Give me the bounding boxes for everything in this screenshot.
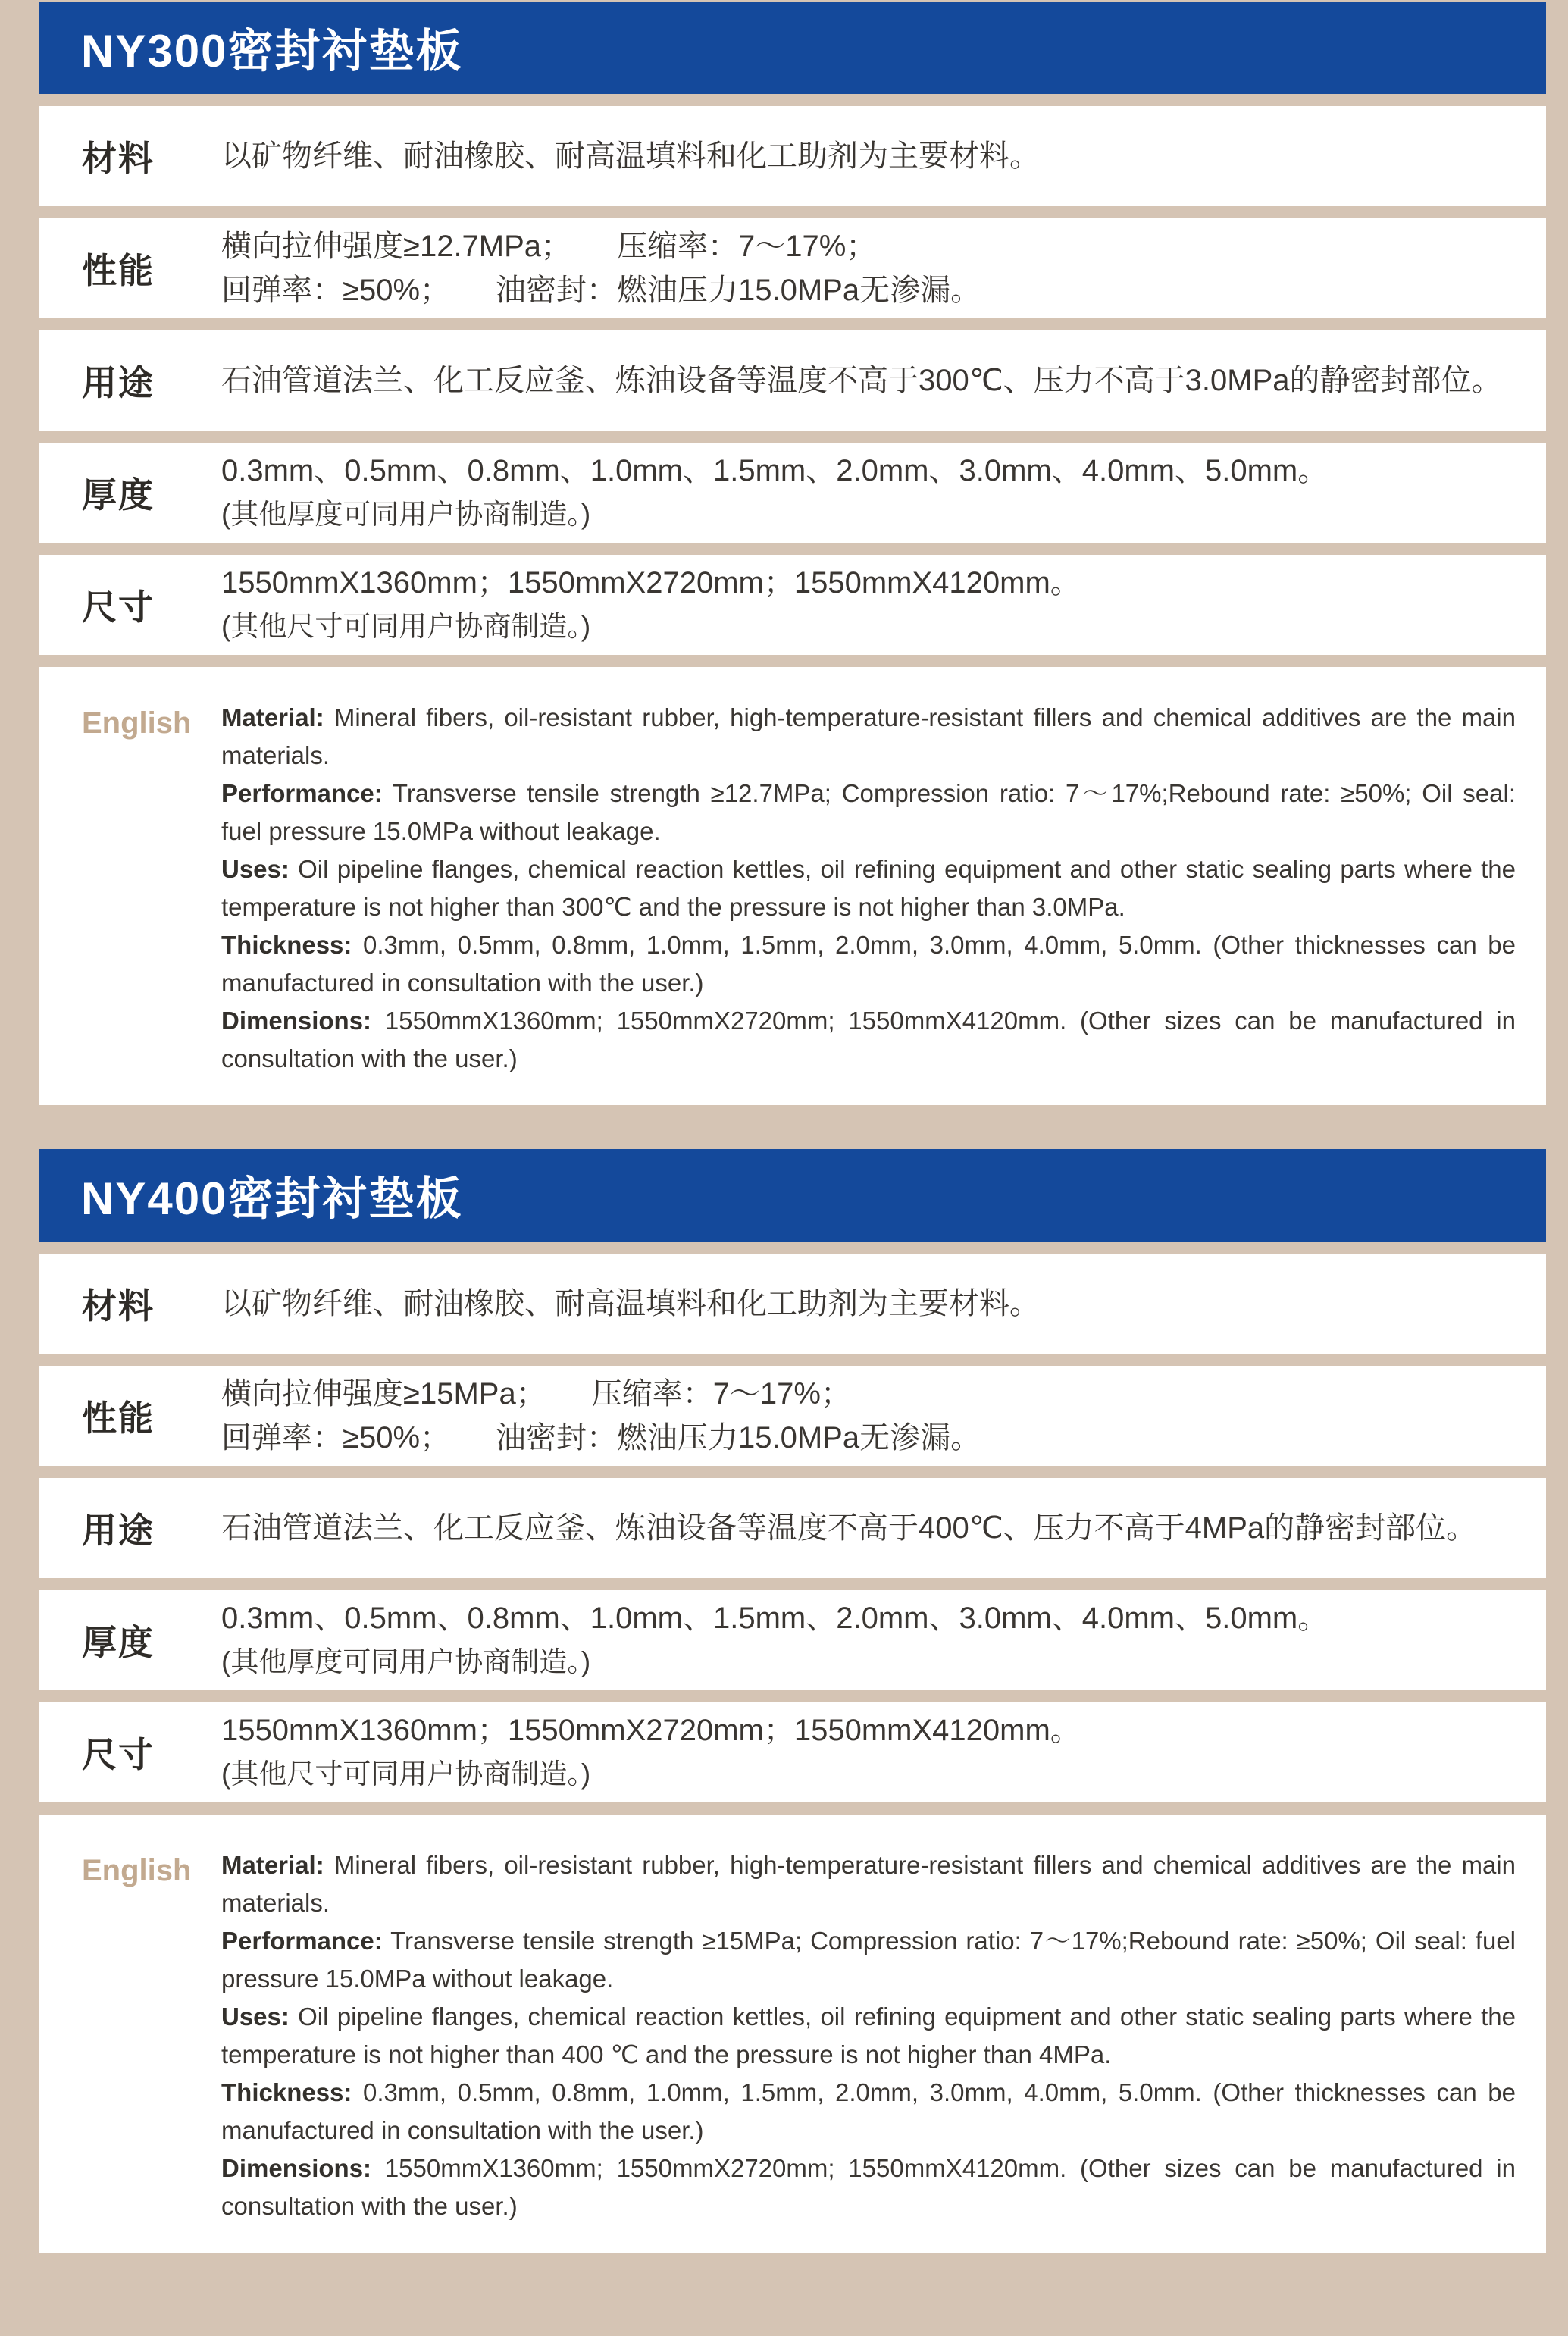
english-paragraph-dimensions (221, 1002, 1516, 1078)
english-desc: 1550mmX1360mm; 1550mmX2720mm; 1550mmX4120mm. (Other sizes can be manufactured in consultation with the user.) (221, 1007, 1516, 1072)
english-term: Material: (221, 703, 324, 731)
row-content-dimensions (221, 1708, 1546, 1796)
spec-row-dimensions (39, 1702, 1546, 1802)
english-block (39, 1815, 1546, 2253)
english-paragraph-uses (221, 1998, 1516, 2074)
row-label-performance: 性能 (82, 251, 155, 290)
english-term: Material: (221, 1851, 324, 1879)
row-line: 1550mmX1360mm；1550mmX2720mm；1550mmX4120mm。 (221, 1714, 1081, 1747)
english-paragraph-thickness (221, 926, 1516, 1002)
spec-row-material (39, 1254, 1546, 1354)
english-label: English (82, 1854, 192, 1887)
section-ny400 (39, 1149, 1546, 2253)
english-paragraph-material (221, 699, 1516, 775)
english-text (221, 699, 1546, 1078)
row-label-performance: 性能 (82, 1398, 155, 1438)
row-label-uses: 用途 (82, 1511, 155, 1550)
english-term: Dimensions: (221, 2154, 372, 2182)
english-block (39, 667, 1546, 1105)
row-content-uses (221, 359, 1546, 402)
row-line: 回弹率：≥50%； 油密封：燃油压力15.0MPa无渗漏。 (221, 274, 981, 307)
row-content-thickness (221, 449, 1546, 537)
row-content-performance (221, 224, 1546, 312)
english-term: Uses: (221, 855, 290, 883)
english-term: Performance: (221, 1927, 383, 1955)
english-desc: Mineral fibers, oil-resistant rubber, high-temperature-resistant fillers and chemical additives are the main materials. (221, 1851, 1516, 1917)
english-paragraph-performance (221, 775, 1516, 850)
english-desc: 1550mmX1360mm; 1550mmX2720mm; 1550mmX4120mm. (Other sizes can be manufactured in consultation with the user.) (221, 2154, 1516, 2220)
spec-row-performance (39, 1366, 1546, 1466)
row-line: 横向拉伸强度≥12.7MPa； 压缩率：7～17%； (221, 230, 877, 263)
english-desc: 0.3mm, 0.5mm, 0.8mm, 1.0mm, 1.5mm, 2.0mm, 3.0mm, 4.0mm, 5.0mm. (Other thicknesses can be manufactured in consultation with the user.) (221, 931, 1516, 997)
row-content-uses (221, 1506, 1546, 1550)
english-paragraph-dimensions (221, 2150, 1516, 2225)
english-desc: 0.3mm, 0.5mm, 0.8mm, 1.0mm, 1.5mm, 2.0mm, 3.0mm, 4.0mm, 5.0mm. (Other thicknesses can be manufactured in consultation with the user.) (221, 2078, 1516, 2144)
row-line-note: (其他尺寸可同用户协商制造。) (221, 1758, 591, 1790)
row-content-thickness (221, 1596, 1546, 1684)
english-term: Performance: (221, 779, 383, 807)
section-title-bar (39, 2, 1546, 94)
row-line: 0.3mm、0.5mm、0.8mm、1.0mm、1.5mm、2.0mm、3.0mm、4.0mm、5.0mm。 (221, 454, 1329, 487)
row-content-performance (221, 1372, 1546, 1460)
row-content-material (221, 134, 1546, 178)
english-text (221, 1846, 1546, 2225)
english-term: Dimensions: (221, 1007, 372, 1035)
row-line: 1550mmX1360mm；1550mmX2720mm；1550mmX4120mm。 (221, 566, 1081, 600)
english-term: Uses: (221, 2003, 290, 2031)
english-desc: Oil pipeline flanges, chemical reaction kettles, oil refining equipment and other static sealing parts where the temperature is not higher than 300℃ and the pressure is not higher than 3.0MPa. (221, 855, 1516, 921)
spec-row-thickness (39, 1590, 1546, 1690)
row-label-material: 材料 (82, 139, 155, 178)
row-line-note: (其他厚度可同用户协商制造。) (221, 1646, 591, 1677)
section-title-bar (39, 1149, 1546, 1242)
row-line: 0.3mm、0.5mm、0.8mm、1.0mm、1.5mm、2.0mm、3.0mm、4.0mm、5.0mm。 (221, 1602, 1329, 1635)
section-title: NY300密封衬垫板 (81, 26, 463, 77)
english-desc: Transverse tensile strength ≥15MPa; Compression ratio: 7～17%;Rebound rate: ≥50%; Oil seal: fuel pressure 15.0MPa without leakage. (221, 1927, 1516, 1993)
row-label-thickness: 厚度 (82, 475, 155, 515)
english-desc: Transverse tensile strength ≥12.7MPa; Compression ratio: 7～17%;Rebound rate: ≥50%; Oil seal: fuel pressure 15.0MPa without leakage. (221, 779, 1516, 845)
row-line: 回弹率：≥50%； 油密封：燃油压力15.0MPa无渗漏。 (221, 1421, 981, 1455)
english-paragraph-thickness (221, 2074, 1516, 2150)
spec-row-uses (39, 330, 1546, 431)
spec-row-material (39, 106, 1546, 206)
row-line: 以矿物纤维、耐油橡胶、耐高温填料和化工助剂为主要材料。 (221, 139, 1040, 173)
row-label-uses: 用途 (82, 363, 155, 402)
english-label: English (82, 706, 192, 740)
english-paragraph-uses (221, 850, 1516, 926)
section-title: NY400密封衬垫板 (81, 1173, 463, 1224)
row-line: 横向拉伸强度≥15MPa； 压缩率：7～17%； (221, 1377, 851, 1411)
section-ny300 (39, 2, 1546, 1105)
english-term: Thickness: (221, 931, 352, 959)
row-line-note: (其他厚度可同用户协商制造。) (221, 499, 591, 530)
row-label-dimensions: 尺寸 (82, 587, 155, 627)
english-desc: Oil pipeline flanges, chemical reaction kettles, oil refining equipment and other static sealing parts where the temperature is not higher than 400 ℃ and the pressure is not higher than 4MPa. (221, 2003, 1516, 2068)
english-paragraph-material (221, 1846, 1516, 1922)
english-paragraph-performance (221, 1922, 1516, 1998)
row-content-dimensions (221, 561, 1546, 649)
row-line-note: (其他尺寸可同用户协商制造。) (221, 611, 591, 642)
row-label-dimensions: 尺寸 (82, 1735, 155, 1774)
row-line: 石油管道法兰、化工反应釜、炼油设备等温度不高于400℃、压力不高于4MPa的静密封部位。 (221, 1511, 1477, 1545)
row-label-thickness: 厚度 (82, 1623, 155, 1662)
english-desc: Mineral fibers, oil-resistant rubber, high-temperature-resistant fillers and chemical additives are the main materials. (221, 703, 1516, 769)
row-label-material: 材料 (82, 1286, 155, 1326)
spec-row-thickness (39, 443, 1546, 543)
spec-row-uses (39, 1478, 1546, 1578)
english-term: Thickness: (221, 2078, 352, 2106)
spec-row-dimensions (39, 555, 1546, 655)
row-content-material (221, 1282, 1546, 1326)
row-line: 石油管道法兰、化工反应釜、炼油设备等温度不高于300℃、压力不高于3.0MPa的静密封部位。 (221, 364, 1502, 397)
spec-row-performance (39, 218, 1546, 318)
row-line: 以矿物纤维、耐油橡胶、耐高温填料和化工助剂为主要材料。 (221, 1287, 1040, 1320)
